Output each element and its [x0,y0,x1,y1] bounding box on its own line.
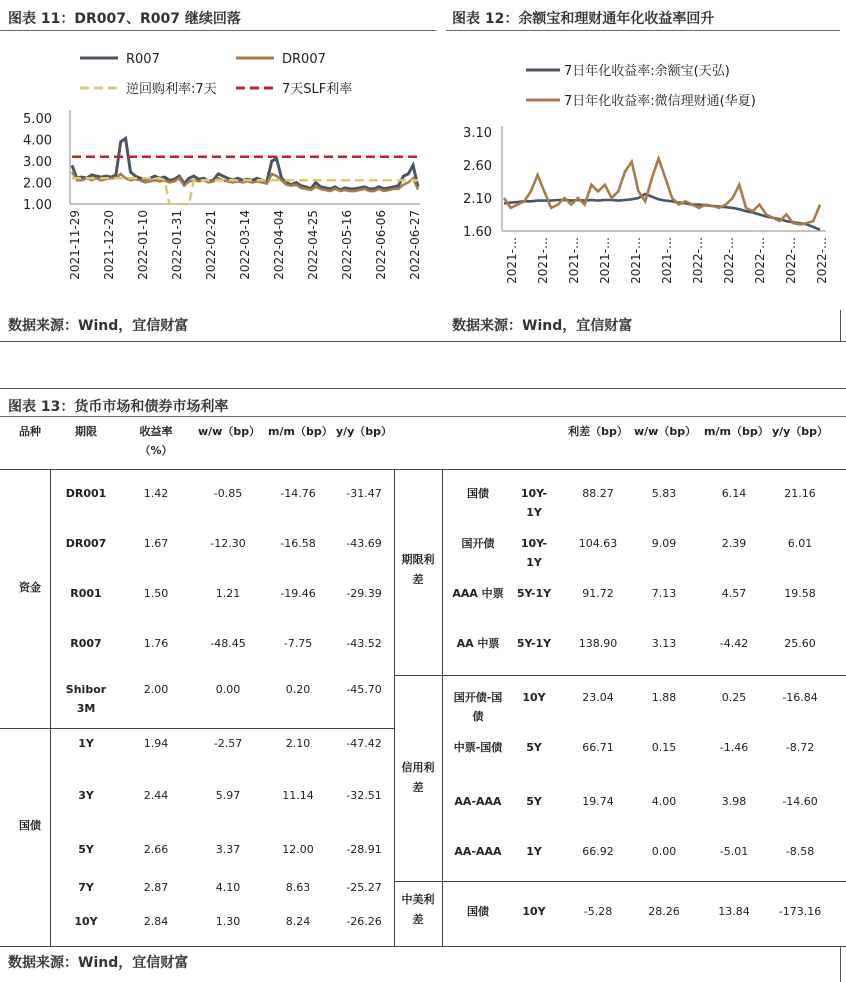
row-value: 19.74 [582,795,614,808]
row-value: 13.84 [718,905,750,918]
table13-title: 图表 13：货币市场和债券市场利率 [8,399,229,415]
row-term: Shibor 3M [65,683,107,715]
series-line-0 [504,194,820,230]
y-tick-label: 2.60 [463,159,492,174]
x-tick-label: 2022-05-16 [340,210,354,280]
row-term: 10Y [74,915,98,928]
row-term: R001 [70,587,102,600]
row-kind: AA-AAA [454,845,502,858]
row-kind: 国债 [467,905,489,918]
row-value: 66.71 [582,741,614,754]
row-value: 6.01 [787,537,813,550]
row-value: 0.25 [721,691,747,704]
row-value: -1.46 [719,741,749,754]
table-header-left-0: 品种 [19,425,41,438]
table-header-right-3: y/y（bp） [771,425,829,438]
y-tick-label: 4.00 [23,133,52,149]
row-value: 0.20 [285,683,311,696]
row-term: 3Y [78,789,94,802]
x-tick-label: 2022-01-31 [170,210,184,280]
row-term: 1Y [78,737,94,750]
row-value: -19.46 [280,587,316,600]
right-group-rule-2 [394,881,846,882]
table-header-right-2: m/m（bp） [704,425,769,438]
row-value: 1.76 [143,637,169,650]
row-value: -8.58 [785,845,815,858]
row-value: 66.92 [582,845,614,858]
left-group-divider-1 [50,470,51,728]
row-value: 23.04 [582,691,614,704]
row-kind: 国开债-国债 [453,691,503,723]
fig11-source: 数据来源：Wind，宜信财富 [8,318,189,334]
row-value: 1.21 [215,587,241,600]
y-tick-label: 2.00 [23,176,52,192]
legend-label-1: DR007 [282,52,326,67]
row-value: 104.63 [578,537,618,550]
y-tick-label: 3.10 [463,126,492,141]
row-value: -25.27 [346,881,382,894]
row-value: -8.72 [785,741,815,754]
row-term: 5Y [526,741,542,754]
table-header-left-5: y/y（bp） [335,425,393,438]
x-tick-label: 2022-03-14 [238,210,252,280]
row-value: -5.01 [719,845,749,858]
row-value: -173.16 [778,905,822,918]
row-value: 9.09 [651,537,677,550]
x-tick-label: 2022-04-04 [272,210,286,280]
row-value: -28.91 [346,843,382,856]
row-value: 1.42 [143,487,169,500]
row-value: 1.50 [143,587,169,600]
table-header-left-3: w/w（bp） [198,425,261,438]
legend-label-3: 7天SLF利率 [282,82,353,97]
row-term: 5Y-1Y [516,587,552,600]
x-tick-label: 2022-01-10 [136,210,150,280]
table-header-left-1: 期限 [75,425,97,438]
group-label-term-spread: 期限利差 [401,553,435,586]
row-value: 3.13 [651,637,677,650]
legend-label-0: R007 [126,52,160,67]
row-term: 5Y [526,795,542,808]
fig11-legend [80,52,352,97]
right-group-rule-1 [394,675,846,676]
row-value: 12.00 [282,843,314,856]
row-value: -48.45 [210,637,246,650]
row-value: -14.76 [280,487,316,500]
row-value: 4.10 [215,881,241,894]
row-value: 25.60 [784,637,816,650]
row-value: 2.66 [143,843,169,856]
row-value: 2.87 [143,881,169,894]
fig11-x-axis [68,204,422,280]
row-value: 3.98 [721,795,747,808]
group-label-cn-us-spread: 中美利差 [401,893,435,926]
group-label-credit-spread: 信用利差 [401,761,435,794]
row-value: 91.72 [582,587,614,600]
row-term: 10Y-1Y [520,537,548,569]
table-header-left-2: 收益率（%） [139,425,173,457]
row-value: 6.14 [721,487,747,500]
fig12-chart [446,36,842,306]
legend-label-0: 7日年化收益率:余额宝(天弘) [564,64,730,79]
x-tick-label: 2022-… [815,237,829,284]
row-value: -43.69 [346,537,382,550]
fig12-x-axis [502,231,829,284]
row-value: 4.00 [651,795,677,808]
row-value: -31.47 [346,487,382,500]
fig12-source: 数据来源：Wind，宜信财富 [452,318,633,334]
row-value: 0.00 [215,683,241,696]
row-value: 2.39 [721,537,747,550]
row-value: 0.15 [651,741,677,754]
row-value: -32.51 [346,789,382,802]
row-value: 2.00 [143,683,169,696]
row-value: 138.90 [578,637,618,650]
y-tick-label: 5.00 [23,112,52,127]
x-tick-label: 2021-… [505,237,519,284]
row-value: -2.57 [213,737,243,750]
row-value: 5.83 [651,487,677,500]
row-value: -26.26 [346,915,382,928]
right-kind-divider [442,470,443,946]
row-term: 10Y-1Y [520,487,548,519]
row-kind: 中票-国债 [453,741,503,754]
fig11-y-axis [23,110,70,213]
series-line-1 [504,158,820,224]
row-term: 5Y [78,843,94,856]
table-header-left-4: m/m（bp） [268,425,333,438]
row-value: 8.24 [285,915,311,928]
x-tick-label: 2022-… [784,237,798,284]
x-tick-label: 2021-… [660,237,674,284]
row-term: 5Y-1Y [516,637,552,650]
y-tick-label: 1.00 [23,198,52,213]
row-value: 7.13 [651,587,677,600]
row-term: 1Y [526,845,542,858]
row-value: 0.00 [651,845,677,858]
legend-label-2: 逆回购利率:7天 [126,82,217,97]
table-header-right-1: w/w（bp） [634,425,697,438]
row-kind: AA-AAA [454,795,502,808]
row-value: 4.57 [721,587,747,600]
row-term: 10Y [522,691,546,704]
row-value: -4.42 [719,637,749,650]
row-value: 21.16 [784,487,816,500]
row-value: 1.67 [143,537,169,550]
table13 [0,418,846,948]
row-kind: 国开债 [461,537,495,550]
row-value: -45.70 [346,683,382,696]
row-value: -16.58 [280,537,316,550]
row-value: 1.88 [651,691,677,704]
group-label-funds: 资金 [19,581,41,594]
row-value: 2.44 [143,789,169,802]
row-term: DR001 [65,487,107,500]
x-tick-label: 2022-… [691,237,705,284]
fig11-title: 图表 11：DR007、R007 继续回落 [8,11,241,27]
row-value: 19.58 [784,587,816,600]
group-label-treasury: 国债 [19,819,41,832]
row-value: 1.30 [215,915,241,928]
x-tick-label: 2021-… [629,237,643,284]
row-value: -16.84 [782,691,818,704]
x-tick-label: 2021-11-29 [68,210,82,280]
row-value: 88.27 [582,487,614,500]
row-term: 10Y [522,905,546,918]
row-value: 2.84 [143,915,169,928]
x-tick-label: 2022-… [722,237,736,284]
middle-divider [394,470,395,946]
fig12-title: 图表 12：余额宝和理财通年化收益率回升 [452,11,715,27]
x-tick-label: 2022-06-06 [374,210,388,280]
row-kind: AA 中票 [456,637,500,650]
fig12-legend [526,63,756,109]
row-value: -29.39 [346,587,382,600]
left-group-divider-2 [50,729,51,947]
row-value: 28.26 [648,905,680,918]
x-tick-label: 2022-… [753,237,767,284]
row-term: R007 [70,637,102,650]
row-term: 7Y [78,881,94,894]
fig11-chart [0,36,436,306]
row-value: -14.60 [782,795,818,808]
y-tick-label: 1.60 [463,225,492,240]
fig11-series [72,138,418,204]
row-term: DR007 [65,537,107,550]
x-tick-label: 2022-02-21 [204,210,218,280]
row-value: -5.28 [583,905,613,918]
row-value: 5.97 [215,789,241,802]
table-header-right-0: 利差（bp） [568,425,628,438]
row-value: 3.37 [215,843,241,856]
legend-label-1: 7日年化收益率:微信理财通(华夏) [564,94,756,109]
x-tick-label: 2022-04-25 [306,210,320,280]
x-tick-label: 2021-12-20 [102,210,116,280]
x-tick-label: 2022-06-27 [408,210,422,280]
row-value: -7.75 [283,637,313,650]
row-value: 11.14 [282,789,314,802]
y-tick-label: 3.00 [23,155,52,170]
x-tick-label: 2021-… [567,237,581,284]
row-value: -47.42 [346,737,382,750]
left-group-rule [0,728,394,729]
fig12-series [504,158,820,229]
row-value: 1.94 [143,737,169,750]
header-rule [0,469,846,470]
row-value: 8.63 [285,881,311,894]
y-tick-label: 2.10 [463,192,492,207]
row-value: -12.30 [210,537,246,550]
table13-source: 数据来源：Wind，宜信财富 [8,955,189,971]
x-tick-label: 2021-… [536,237,550,284]
x-tick-label: 2021-… [598,237,612,284]
row-value: -0.85 [213,487,243,500]
row-kind: AAA 中票 [452,587,504,600]
row-value: 2.10 [285,737,311,750]
row-kind: 国债 [467,487,489,500]
fig12-y-axis [463,126,502,240]
row-value: -43.52 [346,637,382,650]
